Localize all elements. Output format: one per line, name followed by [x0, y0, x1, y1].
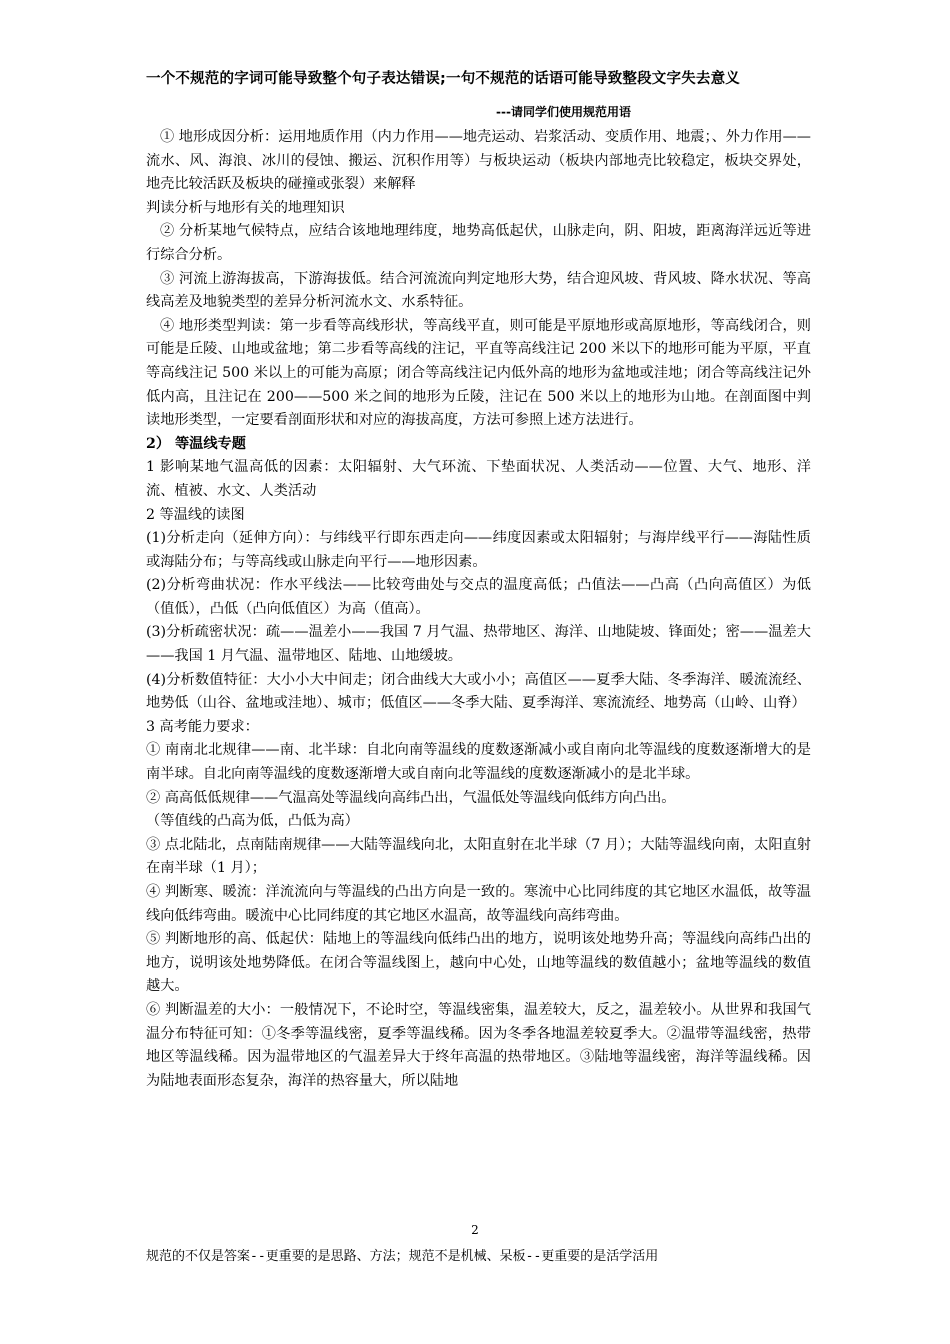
- paragraph: ① 地形成因分析：运用地质作用（内力作用——地壳运动、岩浆活动、变质作用、地震；、外力作用——流水、风、海浪、冰川的侵蚀、搬运、沉积作用等）与板块运动（板块内部地壳比较稳定，板块交界处，地壳比较活跃及板块的碰撞或张裂）来解释: [146, 129, 811, 193]
- paragraph: ① 南南北北规律——南、北半球：自北向南等温线的度数逐渐减小或自南向北等温线的度数逐渐增大的是南半球。自北向南等温线的度数逐渐增大或自南向北等温线的度数逐渐减小的是北半球。: [146, 742, 811, 783]
- paragraph: 3 高考能力要求：: [146, 718, 259, 735]
- paragraph: 1 影响某地气温高低的因素：太阳辐射、大气环流、下垫面状况、人类活动——位置、大气、地形、洋流、植被、水文、人类活动: [146, 459, 811, 499]
- paragraph: ④ 判断寒、暖流：洋流流向与等温线的凸出方向是一致的。寒流中心比同纬度的其它地区水温低，故等温线向低纬弯曲。暖流中心比同纬度的其它地区水温高，故等温线向高纬弯曲。: [146, 884, 811, 924]
- paragraph: （等值线的凸高为低，凸低为高）: [146, 813, 359, 830]
- paragraph: 2 等温线的读图: [146, 506, 245, 523]
- document-body: [146, 126, 811, 1093]
- paragraph: ⑤ 判断地形的高、低起伏：陆地上的等温线向低纬凸出的地方，说明该处地势升高；等温线向高纬凸出的地方，说明该处地势降低。在闭合等温线图上，越向中心处，山地等温线的数值越小；盆地等温线的数值越大。: [146, 931, 811, 995]
- paragraph: (1)分析走向（延伸方向）：与纬线平行即东西走向——纬度因素或太阳辐射；与海岸线平行——海陆性质或海陆分布；与等高线或山脉走向平行——地形因素。: [146, 530, 811, 570]
- paragraph: ② 分析某地气候特点，应结合该地地理纬度，地势高低起伏，山脉走向，阴、阳坡，距离海洋远近等进行综合分析。: [146, 223, 811, 263]
- paragraph: ③ 河流上游海拔高，下游海拔低。结合河流流向判定地形大势，结合迎风坡、背风坡、降水状况、等高线高差及地貌类型的差异分析河流水文、水系特征。: [146, 270, 811, 311]
- paragraph: (3)分析疏密状况：疏——温差小——我国 7 月气温、热带地区、海洋、山地陡坡、锋面处；密——温差大——我国 1 月气温、温带地区、陆地、山地缓坡。: [146, 624, 811, 665]
- page-number: 2: [471, 1223, 479, 1237]
- paragraph: 判读分析与地形有关的地理知识: [146, 199, 345, 216]
- paragraph: (2)分析弯曲状况：作水平线法——比较弯曲处与交点的温度高低；凸值法——凸高（凸向高值区）为低（值低），凸低（凸向低值区）为高（值高）。: [146, 577, 811, 617]
- paragraph: 2） 等温线专题: [146, 435, 246, 452]
- paragraph: ⑥ 判断温差的大小：一般情况下，不论时空，等温线密集，温差较大，反之，温差较小。从世界和我国气温分布特征可知：①冬季等温线密，夏季等温线稀。因为冬季各地温差较夏季大。②温带等温线密，热带地区等温线稀。因为温带地区的气温差异大于终年高温的热带地区。③陆地等温线密，海洋等温线稀。因为陆地表面形态复杂，海洋的热容量大，所以陆地: [146, 1001, 811, 1089]
- footer-motto: 规范的不仅是答案--更重要的是思路、方法；规范不是机械、呆板--更重要的是活学活用: [146, 1249, 659, 1264]
- header-subtitle: ---请同学们使用规范用语: [496, 105, 631, 119]
- paragraph: ② 高高低低规律——气温高处等温线向高纬凸出，气温低处等温线向低纬方向凸出。: [146, 789, 676, 806]
- paragraph: ③ 点北陆北，点南陆南规律——大陆等温线向北，太阳直射在北半球（7 月）；大陆等温线向南，太阳直射在南半球（1 月）；: [146, 836, 811, 877]
- paragraph: ④ 地形类型判读：第一步看等高线形状，等高线平直，则可能是平原地形或高原地形，等高线闭合，则可能是丘陵、山地或盆地；第二步看等高线的注记，平直等高线注记 200 米以下的地形可能为平原，平直等高线注记 500 米以上的可能为高原；闭合等高线注记内低外高的地形为盆地或洼地；闭合等高线注记外低内高，且注记在 200——500 米之间的地形为丘陵，注记在 500 米以上的地形为山地。在剖面图中判读地形类型，一定要看剖面形状和对应的海拔高度，方法可参照上述方法进行。: [146, 317, 811, 429]
- header-motto: 一个不规范的字词可能导致整个句子表达错误;一句不规范的话语可能导致整段文字失去意义: [146, 71, 740, 87]
- paragraph: (4)分析数值特征：大小小大中间走；闭合曲线大大或小小；高值区——夏季大陆、冬季海洋、暖流流经、地势低（山谷、盆地或洼地）、城市；低值区——冬季大陆、夏季海洋、寒流流经、地势高（山岭、山脊）: [146, 671, 811, 712]
